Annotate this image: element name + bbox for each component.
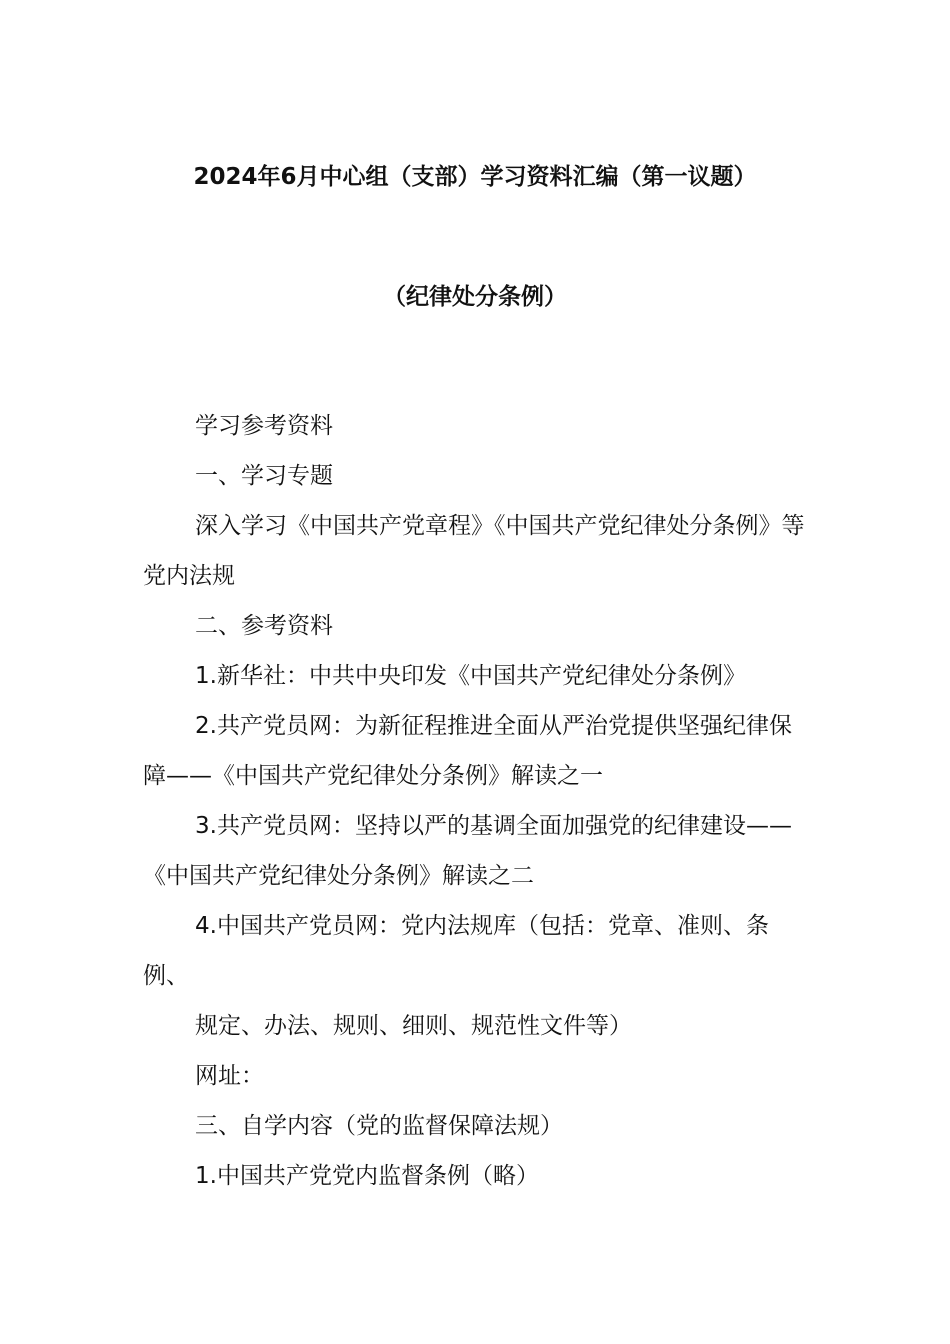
paragraph-section-2: 二、参考资料 [195, 613, 333, 639]
paragraph-ref-4-cont: 规定、办法、规则、细则、规范性文件等） [195, 1013, 632, 1039]
document-title: 2024年6月中心组（支部）学习资料汇编（第一议题） [193, 164, 757, 190]
paragraph-ref-2: 2.共产党员网：为新征程推进全面从严治党提供坚强纪律保障——《中国共产党纪律处分条例》解读之一 [143, 713, 792, 789]
paragraph-url-label: 网址： [195, 1063, 264, 1089]
paragraph-section-1: 一、学习专题 [195, 463, 333, 489]
paragraph-ref-4: 4.中国共产党员网：党内法规库（包括：党章、准则、条例、 [143, 913, 769, 989]
paragraph-self-study-1: 1.中国共产党党内监督条例（略） [195, 1163, 539, 1189]
paragraph-ref-3: 3.共产党员网：坚持以严的基调全面加强党的纪律建设——《中国共产党纪律处分条例》解读之二 [143, 813, 792, 889]
paragraph-reference-heading: 学习参考资料 [195, 413, 333, 439]
document-body [143, 401, 811, 1201]
document-subtitle: （纪律处分条例） [383, 284, 567, 310]
paragraph-topic: 深入学习《中国共产党章程》《中国共产党纪律处分条例》等党内法规 [143, 513, 805, 589]
paragraph-ref-1: 1.新华社：中共中央印发《中国共产党纪律处分条例》 [195, 663, 746, 689]
paragraph-section-3: 三、自学内容（党的监督保障法规） [195, 1113, 563, 1139]
